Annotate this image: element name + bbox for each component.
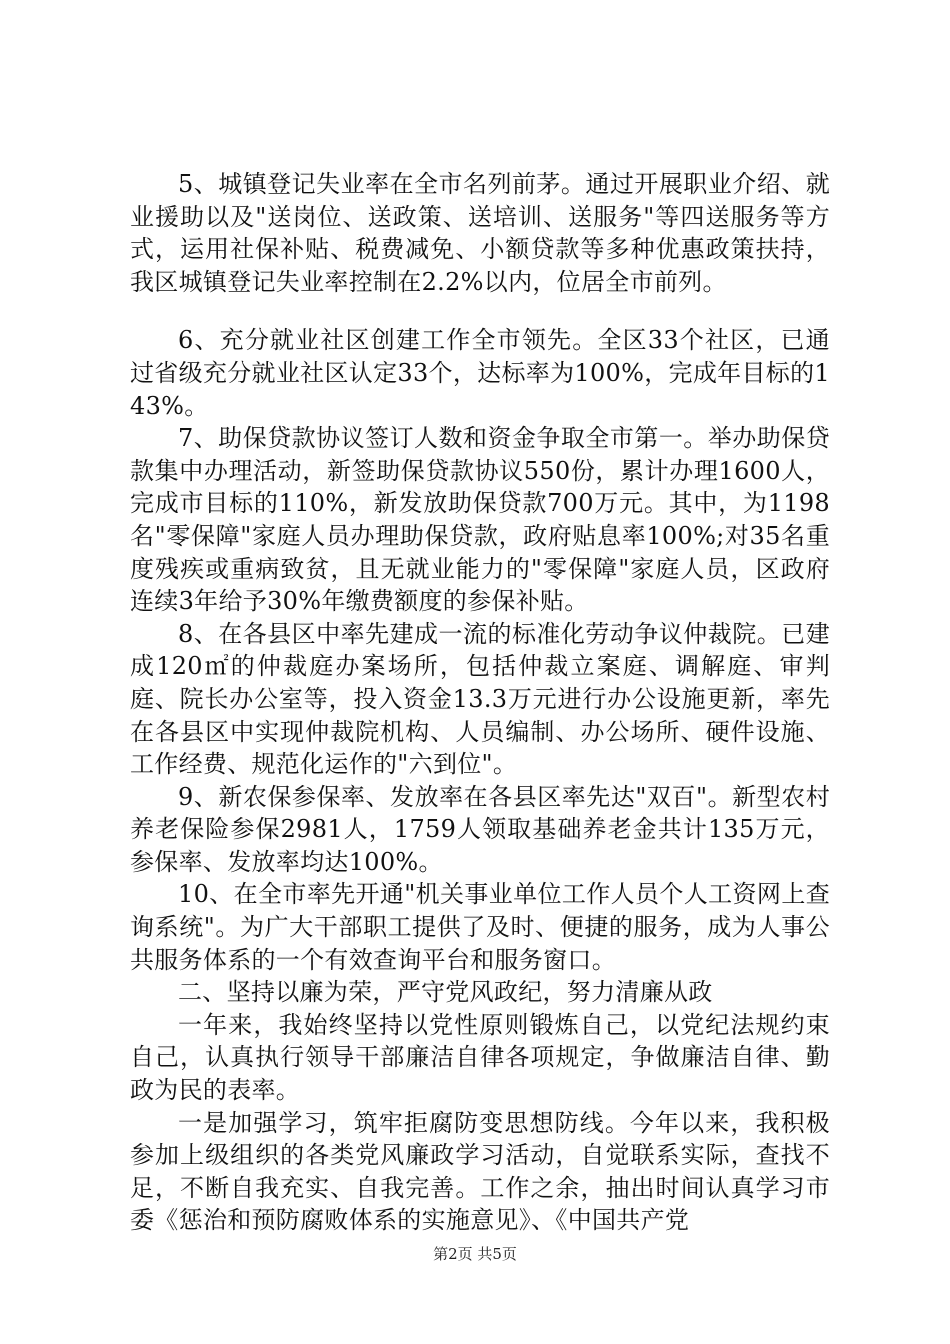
paragraph-section-intro: 一年来，我始终坚持以党性原则锻炼自己，以党纪法规约束自己，认真执行领导干部廉洁自律各项规定，争做廉洁自律、勤政为民的表率。 (130, 1010, 830, 1105)
paragraph-item-5: 5、城镇登记失业率在全市名列前茅。通过开展职业介绍、就业援助以及"送岗位、送政策、送培训、送服务"等四送服务等方式，运用社保补贴、税费减免、小额贷款等多种优惠政策扶持，我区城镇登记失业率控制在2.2%以内，位居全市前列。 (130, 170, 830, 296)
paragraph-item-9: 9、新农保参保率、发放率在各县区率先达"双百"。新型农村养老保险参保2981人，1759人领取基础养老金共计135万元，参保率、发放率均达100%。 (130, 782, 830, 876)
paragraph-item-6: 6、充分就业社区创建工作全市领先。全区33个社区，已通过省级充分就业社区认定33个，达标率为100%，完成年目标的143%。 (130, 326, 830, 420)
page-footer: 第2页 共5页 (433, 1245, 517, 1263)
paragraph-study: 一是加强学习，筑牢拒腐防变思想防线。今年以来，我积极参加上级组织的各类党风廉政学习活动，自觉联系实际，查找不足，不断自我充实、自我完善。工作之余，抽出时间认真学习市委《惩治和预防腐败体系的实施意见》、《中国共产党 (130, 1108, 830, 1235)
section-heading-2: 二、坚持以廉为荣，严守党风政纪，努力清廉从政 (178, 978, 713, 1007)
document-body (130, 168, 830, 1237)
paragraph-item-10: 10、在全市率先开通"机关事业单位工作人员个人工资网上查询系统"。为广大干部职工提供了及时、便捷的服务，成为人事公共服务体系的一个有效查询平台和服务窗口。 (130, 880, 830, 974)
paragraph-item-8: 8、在各县区中率先建成一流的标准化劳动争议仲裁院。已建成120㎡的仲裁庭办案场所，包括仲裁立案庭、调解庭、审判庭、院长办公室等，投入资金13.3万元进行办公设施更新，率先在各县区中实现仲裁院机构、人员编制、办公场所、硬件设施、工作经费、规范化运作的"六到位"。 (130, 619, 830, 779)
paragraph-item-7: 7、助保贷款协议签订人数和资金争取全市第一。举办助保贷款集中办理活动，新签助保贷款协议550份，累计办理1600人，完成市目标的110%，新发放助保贷款700万元。其中，为1198名"零保障"家庭人员办理助保贷款，政府贴息率100%;对35名重度残疾或重病致贫，且无就业能力的"零保障"家庭人员，区政府连续3年给予30%年缴费额度的参保补贴。 (130, 424, 830, 616)
